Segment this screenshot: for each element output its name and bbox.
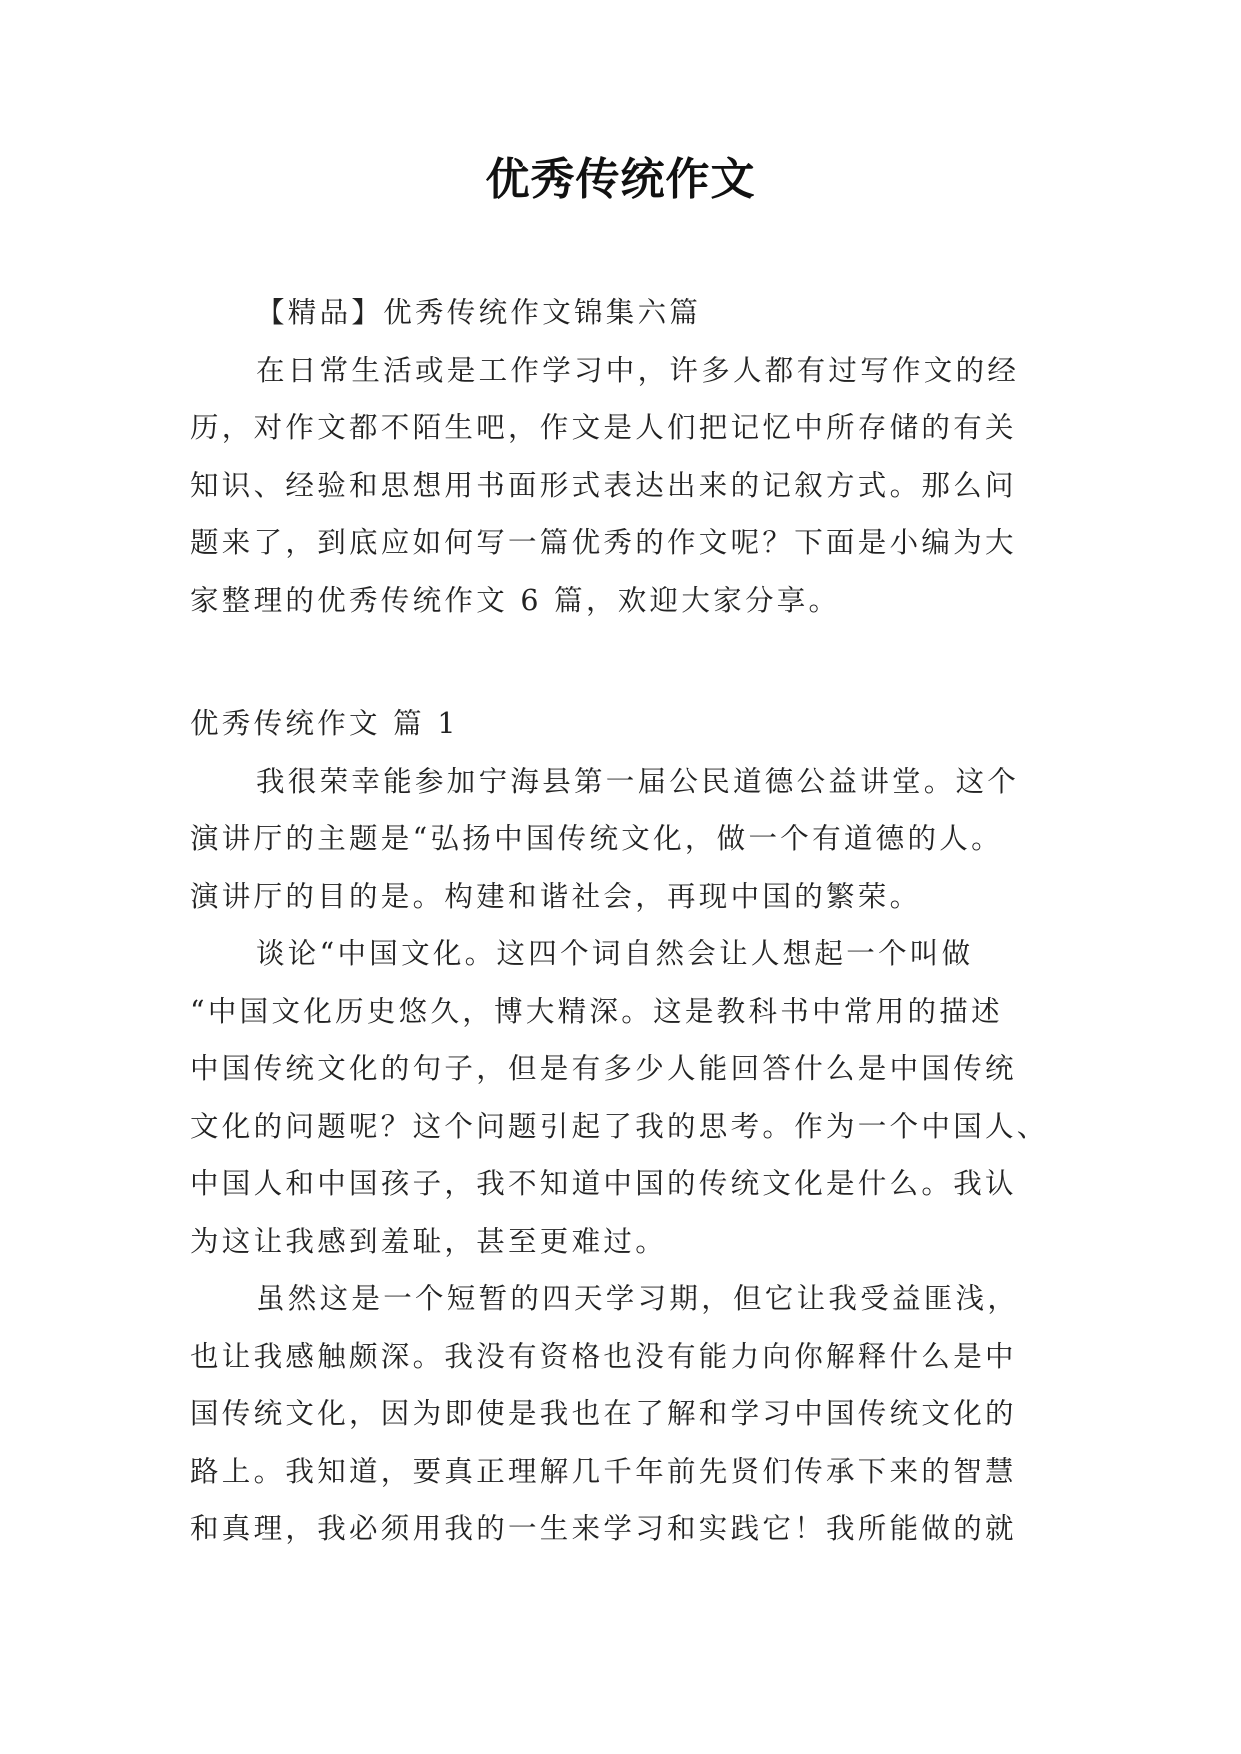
intro-line: 家整理的优秀传统作文 6 篇，欢迎大家分享。	[190, 583, 841, 617]
paragraph-line: 路上。我知道，要真正理解几千年前先贤们传承下来的智慧	[190, 1454, 1017, 1488]
intro-line: 在日常生活或是工作学习中，许多人都有过写作文的经	[256, 353, 1020, 387]
paragraph-line: 和真理，我必须用我的一生来学习和实践它！我所能做的就	[190, 1512, 1017, 1545]
paragraph-line: 中国人和中国孩子，我不知道中国的传统文化是什么。我认	[190, 1167, 1017, 1200]
section-heading: 优秀传统作文 篇 1	[190, 707, 459, 740]
paragraph-line: “中国文化历史悠久，博大精深。这是教科书中常用的描述	[190, 994, 1003, 1028]
paragraph-line: 中国传统文化的句子，但是有多少人能回答什么是中国传统	[190, 1052, 1017, 1085]
paragraph-line: 虽然这是一个短暂的四天学习期，但它让我受益匪浅，	[256, 1282, 1020, 1315]
intro-line: 题来了，到底应如何写一篇优秀的作文呢？下面是小编为大	[190, 526, 1017, 559]
paragraph-line: 国传统文化，因为即使是我也在了解和学习中国传统文化的	[190, 1397, 1017, 1430]
paragraph-line: 我很荣幸能参加宁海县第一届公民道德公益讲堂。这个	[256, 764, 1020, 798]
paragraph-line: 演讲厅的主题是“弘扬中国传统文化，做一个有道德的人。	[190, 822, 1003, 855]
paragraph-line: 文化的问题呢？这个问题引起了我的思考。作为一个中国人、	[190, 1109, 1049, 1143]
document-title: 优秀传统作文	[485, 154, 756, 205]
document-body	[190, 284, 1070, 1558]
intro-line: 知识、经验和思想用书面形式表达出来的记叙方式。那么问	[190, 468, 1017, 502]
intro-line: 历，对作文都不陌生吧，作文是人们把记忆中所存储的有关	[190, 411, 1017, 444]
paragraph-line: 演讲厅的目的是。构建和谐社会，再现中国的繁荣。	[190, 879, 922, 913]
paragraph-line: 也让我感触颇深。我没有资格也没有能力向你解释什么是中	[190, 1339, 1017, 1373]
paragraph-line: 为这让我感到羞耻，甚至更难过。	[190, 1224, 668, 1258]
paragraph-line: 谈论“中国文化。这四个词自然会让人想起一个叫做	[256, 937, 974, 970]
section-gap	[190, 629, 1070, 695]
intro-line: 【精品】优秀传统作文锦集六篇	[256, 296, 702, 329]
